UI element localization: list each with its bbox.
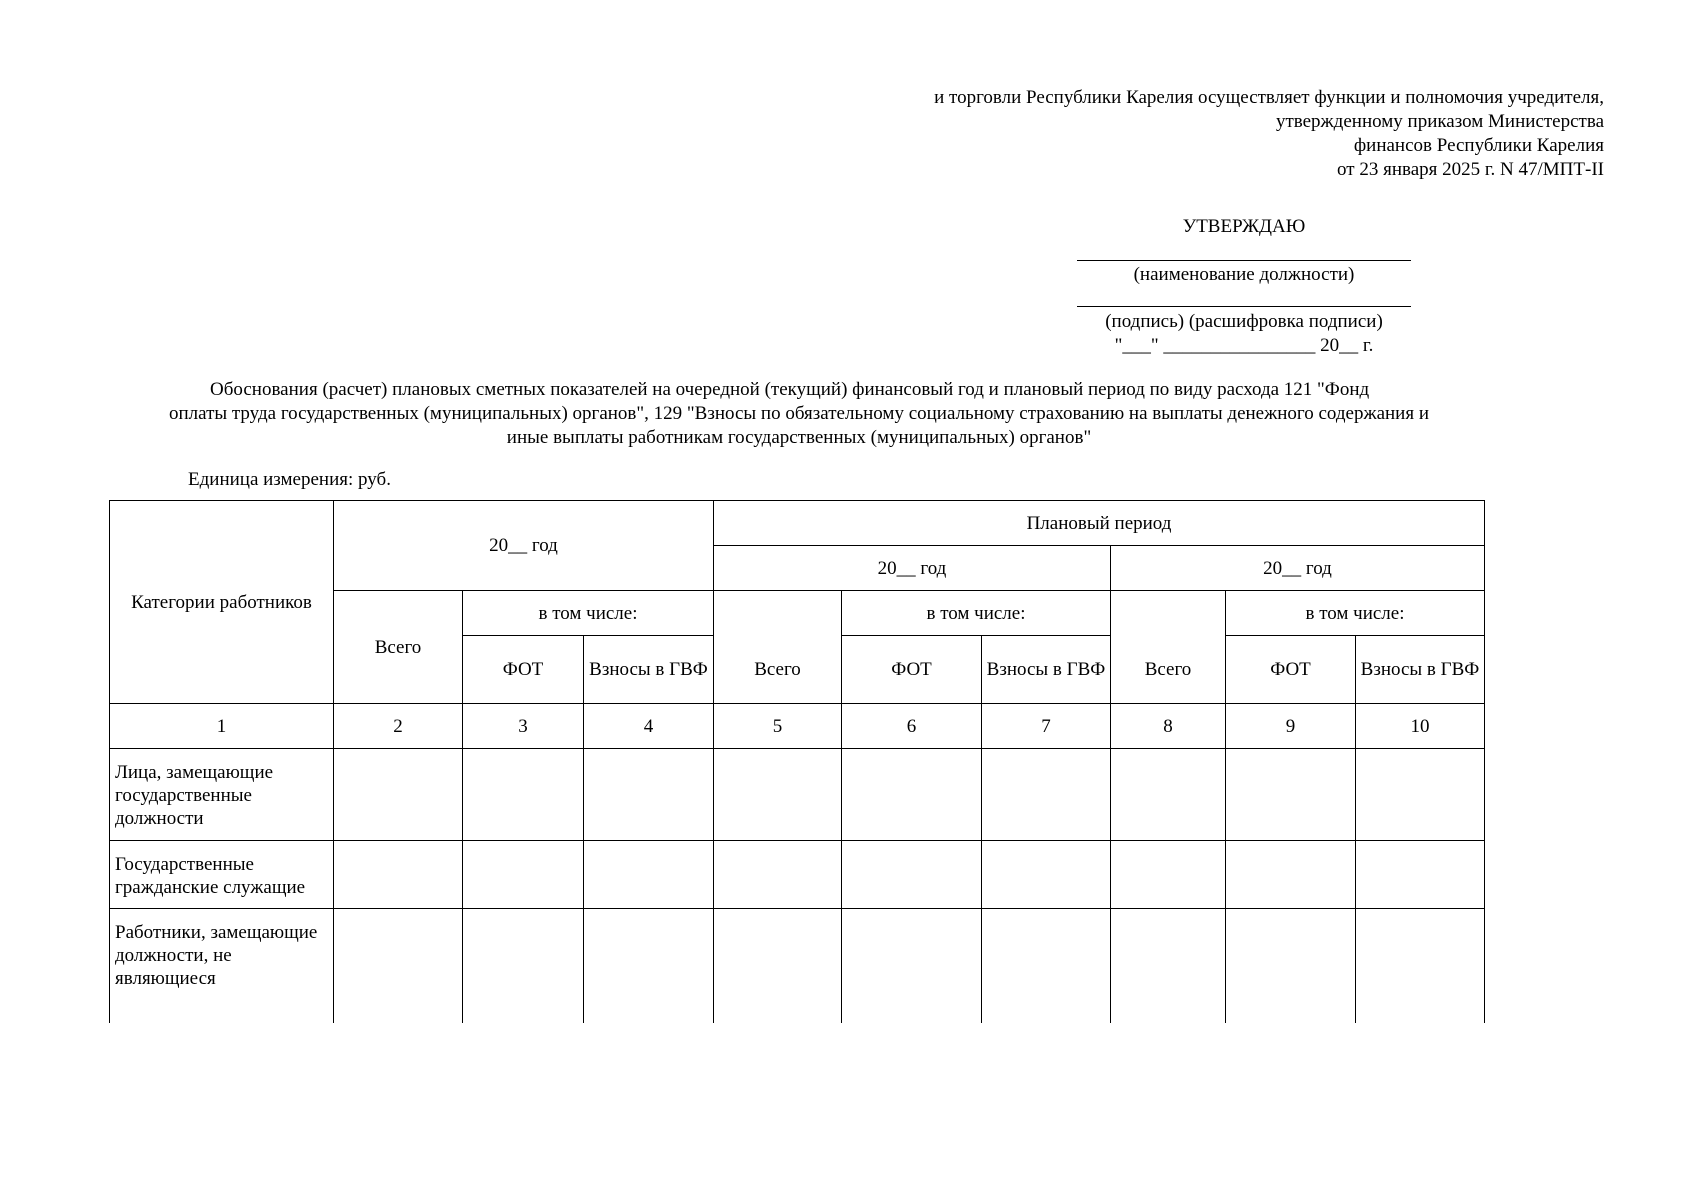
data-cell — [1356, 749, 1485, 841]
data-cell — [584, 749, 714, 841]
data-cell — [714, 841, 842, 909]
document-title — [110, 378, 1488, 450]
position-caption: (наименование должности) — [1133, 264, 1355, 285]
header-contrib-plan1 — [982, 636, 1111, 704]
data-cell — [842, 909, 982, 1023]
row-category: Лица, замещающие государственные должности — [110, 749, 334, 841]
table-row — [110, 909, 1485, 1023]
data-cell — [842, 749, 982, 841]
calculation-table — [109, 500, 1485, 1023]
header-total-plan1 — [714, 636, 842, 704]
data-cell — [1111, 841, 1226, 909]
header-fot-plan1-label: ФОТ — [891, 659, 932, 680]
header-category — [110, 501, 334, 704]
header-year-plan1-label: 20__ год — [877, 557, 947, 579]
header-year-plan2-label: 20__ год — [1263, 557, 1332, 579]
col-number: 6 — [842, 704, 982, 749]
header-contrib-plan2 — [1356, 636, 1485, 704]
table-row — [110, 749, 1485, 841]
header-line-3: финансов Республики Карелия — [1353, 135, 1604, 156]
col-number: 9 — [1226, 704, 1356, 749]
col-number: 1 — [110, 704, 334, 749]
header-including-current-label: в том числе: — [538, 602, 638, 624]
col-number: 7 — [982, 704, 1111, 749]
header-contrib-plan2-label: Взносы в ГВФ — [1360, 659, 1480, 680]
data-cell — [1226, 749, 1356, 841]
row-category: Государственные гражданские служащие — [110, 841, 334, 909]
data-cell — [334, 841, 463, 909]
data-cell — [463, 841, 584, 909]
header-fot-plan2 — [1226, 636, 1356, 704]
header-contrib-plan1-label: Взносы в ГВФ — [986, 659, 1106, 680]
signature-line — [1077, 306, 1411, 307]
header-fot-plan2-label: ФОТ — [1270, 659, 1311, 680]
header-fot-plan1 — [842, 636, 982, 704]
col-number: 2 — [334, 704, 463, 749]
col-number: 5 — [714, 704, 842, 749]
header-year-plan1 — [714, 546, 1111, 591]
data-cell — [1111, 749, 1226, 841]
document-title-line-2: оплаты труда государственных (муниципальных) органов", 129 "Взносы по обязательному социальному страхованию на выплаты денежного содержания и — [168, 403, 1430, 424]
col-number: 8 — [1111, 704, 1226, 749]
col-number: 3 — [463, 704, 584, 749]
data-cell — [1356, 841, 1485, 909]
header-line-2: утвержденному приказом Министерства — [1275, 111, 1604, 132]
header-line-4: от 23 января 2025 г. N 47/МПТ-II — [1337, 159, 1604, 180]
header-fot-current-label: ФОТ — [502, 659, 544, 680]
data-cell — [334, 749, 463, 841]
data-cell — [982, 749, 1111, 841]
col-number: 10 — [1356, 704, 1485, 749]
header-fot-current — [463, 636, 584, 704]
data-cell — [1226, 909, 1356, 1023]
data-cell — [334, 909, 463, 1023]
data-cell — [982, 909, 1111, 1023]
header-year-current-label: 20__ год — [489, 535, 558, 556]
header-total-plan1-label: Всего — [754, 658, 801, 680]
header-planned-period — [714, 501, 1485, 546]
header-contrib-current-label: Взносы в ГВФ — [589, 659, 708, 680]
data-cell — [463, 909, 584, 1023]
header-including-current — [463, 591, 714, 636]
data-cell — [463, 749, 584, 841]
data-cell — [982, 841, 1111, 909]
header-total-current — [334, 591, 463, 704]
header-planned-period-label: Плановый период — [1026, 512, 1172, 534]
unit-label: Единица измерения: руб. — [188, 469, 391, 490]
data-cell — [714, 749, 842, 841]
document-title-line-3: иные выплаты работникам государственных (муниципальных) органов" — [506, 427, 1092, 448]
data-cell — [842, 841, 982, 909]
data-cell — [1111, 909, 1226, 1023]
col-number: 4 — [584, 704, 714, 749]
header-total-plan1-top — [714, 591, 842, 636]
document-title-line-1: Обоснования (расчет) плановых сметных показателей на очередной (текущий) финансовый год и плановый период по виду расхода 121 "Фонд — [210, 379, 1370, 400]
data-cell — [1226, 841, 1356, 909]
table-row — [110, 841, 1485, 909]
approval-date: "___" ________________ 20__ г. — [1114, 335, 1374, 356]
header-including-plan1-label: в том числе: — [926, 602, 1026, 624]
header-total-plan2 — [1111, 636, 1226, 704]
header-year-plan2 — [1111, 546, 1485, 591]
header-line-1: и торговли Республики Карелия осуществляет функции и полномочия учредителя, — [934, 87, 1604, 108]
header-including-plan2-label: в том числе: — [1305, 602, 1405, 624]
position-line — [1077, 260, 1411, 261]
row-category: Работники, замещающие должности, не являющиеся — [110, 909, 334, 1023]
data-cell — [1356, 909, 1485, 1023]
header-category-label: Категории работников — [131, 591, 312, 613]
header-contrib-current — [584, 636, 714, 704]
header-year-current — [334, 501, 714, 591]
header-total-plan2-label: Всего — [1144, 658, 1192, 680]
header-including-plan2 — [1226, 591, 1485, 636]
approval-title: УТВЕРЖДАЮ — [1182, 216, 1306, 237]
header-including-plan1 — [842, 591, 1111, 636]
header-total-current-label: Всего — [374, 636, 422, 658]
data-cell — [584, 909, 714, 1023]
data-cell — [714, 909, 842, 1023]
signature-caption: (подпись) (расшифровка подписи) — [1105, 311, 1383, 332]
header-total-plan2-top — [1111, 591, 1226, 636]
data-cell — [584, 841, 714, 909]
